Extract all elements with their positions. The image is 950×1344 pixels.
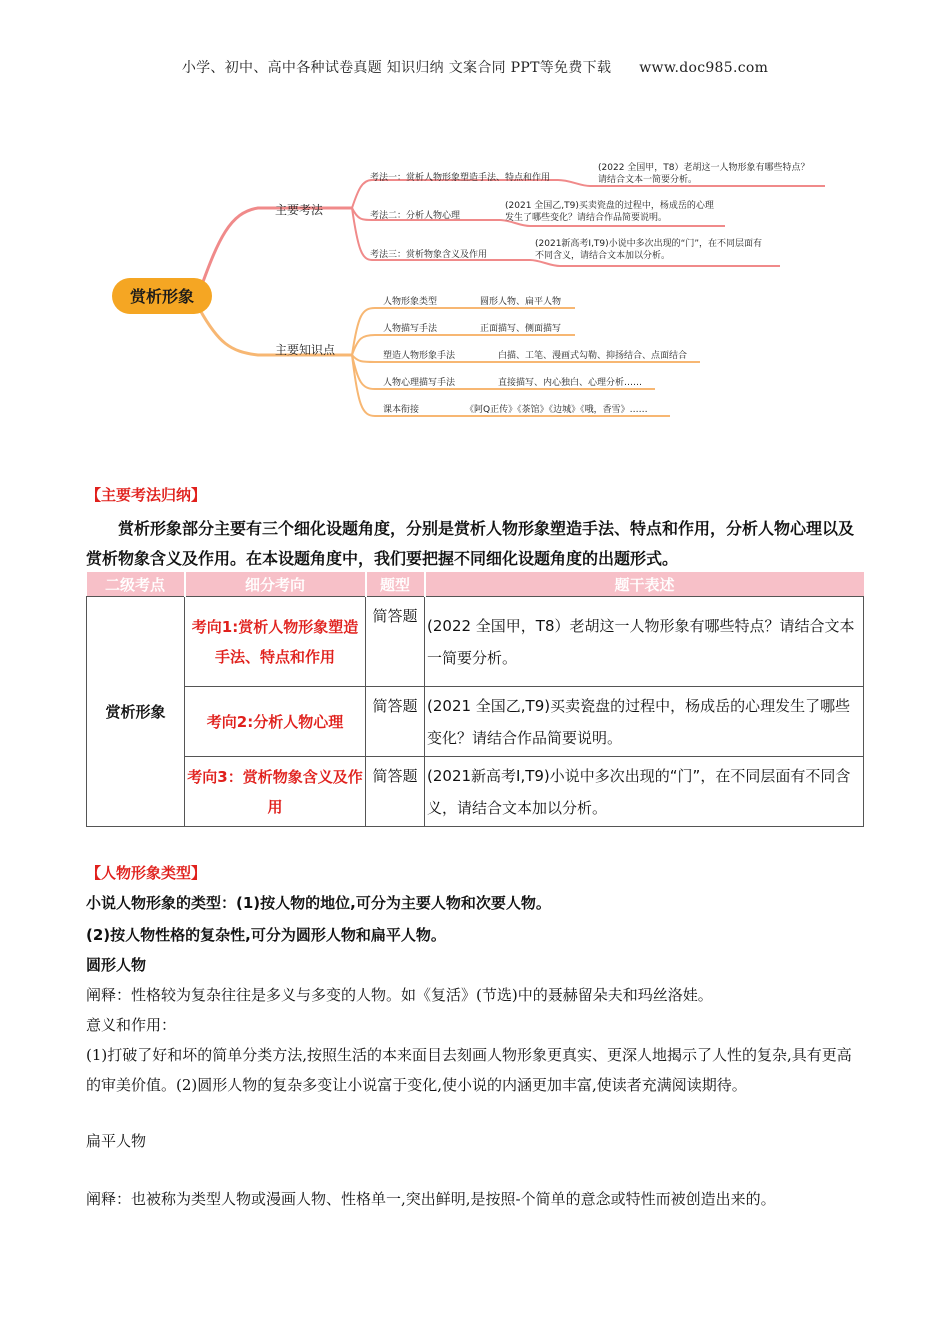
b1-note-1b: 请结合文本一简要分析。	[598, 175, 698, 185]
b2-item-2-name: 人物描写手法	[383, 324, 438, 334]
table-stem: (2022 全国甲，T8）老胡这一人物形象有哪些特点？请结合文本一简要分析。	[425, 597, 864, 687]
section-intro: 赏析形象部分主要有三个细化设题角度，分别是赏析人物形象塑造手法、特点和作用，分析人物心理以及赏析物象含义及作用。在本设题角度中，我们要把握不同细化设题角度的出题形式。	[86, 519, 855, 568]
round-character-title: 圆形人物	[86, 956, 147, 974]
branch2-label: 主要知识点	[275, 343, 336, 357]
table-type: 简答题	[366, 597, 425, 687]
table-row	[87, 687, 864, 757]
types-line-1: 小说人物形象的类型：(1)按人物的地位,可分为主要人物和次要人物。	[86, 894, 551, 912]
b2-item-2-value: 正面描写、侧面描写	[480, 324, 562, 334]
b2-item-4-name: 人物心理描写手法	[383, 378, 456, 388]
b1-note-3b: 不同含义，请结合文本加以分析。	[535, 251, 671, 261]
connector-root-branch1	[200, 208, 352, 290]
b2-item-3-name: 塑造人物形象手法	[383, 351, 456, 361]
table-row	[87, 757, 864, 827]
b1-note-3a: (2021新高考Ⅰ,T9)小说中多次出现的“门”，在不同层面有	[535, 239, 762, 249]
table-category: 赏析形象	[87, 597, 185, 827]
page-header	[0, 57, 950, 77]
b1-note-2b: 发生了哪些变化？请结合作品简要说明。	[505, 213, 668, 223]
header-url: www.doc985.com	[639, 60, 769, 76]
flat-character-title: 扁平人物	[86, 1132, 147, 1150]
round-character-definition: 阐释：性格较为复杂往往是多义与多变的人物。如《复活》(节选)中的聂赫留朵夫和玛丝洛娃。	[86, 986, 713, 1004]
meaning-text: (1)打破了好和坏的简单分类方法,按照生活的本来面目去刻画人物形象更真实、更深人地揭示了人性的复杂,具有更高的审美价值。(2)圆形人物的复杂多变让小说富于变化,使小说的内涵更加丰富,使读者充满阅读期待。	[86, 1046, 852, 1094]
types-line-2: (2)按人物性格的复杂性,可分为圆形人物和扁平人物。	[86, 926, 446, 944]
b2-item-5-name: 课本衔接	[383, 405, 420, 415]
table-stem: (2021 全国乙,T9)买卖瓷盘的过程中，杨成岳的心理发生了哪些变化？请结合作品简要说明。	[425, 687, 864, 757]
b1-note-2a: (2021 全国乙,T9)买卖瓷盘的过程中，杨成岳的心理	[505, 201, 714, 211]
table-type: 简答题	[366, 687, 425, 757]
table-direction: 考向1:赏析人物形象塑造手法、特点和作用	[185, 597, 366, 687]
table-row	[87, 597, 864, 687]
b1-item-2: 考法二：分析人物心理	[370, 211, 461, 221]
mind-map	[100, 140, 860, 440]
table-stem: (2021新高考Ⅰ,T9)小说中多次出现的“门”，在不同层面有不同含义，请结合文本加以分析。	[425, 757, 864, 827]
section-title-exam-methods: 【主要考法归纳】	[86, 486, 207, 504]
table-header: 题干表述	[425, 572, 864, 597]
flat-character-definition: 阐释：也被称为类型人物或漫画人物、性格单一,突出鲜明,是按照-个简单的意念或特性而被创造出来的。	[86, 1190, 776, 1208]
b2-item-1-value: 圆形人物、扁平人物	[480, 297, 562, 307]
table-type: 简答题	[366, 757, 425, 827]
table-direction: 考向3：赏析物象含义及作用	[185, 757, 366, 827]
meaning-title: 意义和作用：	[86, 1016, 177, 1034]
table-direction: 考向2:分析人物心理	[185, 687, 366, 757]
b2-item-4-value: 直接描写、内心独白、心理分析……	[498, 378, 643, 388]
b1-item-3: 考法三：赏析物象含义及作用	[370, 250, 488, 260]
b1-note-1a: (2022 全国甲，T8）老胡这一人物形象有哪些特点？	[598, 163, 810, 173]
b1-item-1: 考法一：赏析人物形象塑造手法、特点和作用	[370, 173, 551, 183]
b2-item-5-value: 《阿Q正传》《茶馆》《边城》《哦，香雪》……	[465, 405, 648, 415]
table-header: 细分考向	[185, 572, 366, 597]
table-header: 题型	[366, 572, 425, 597]
branch1-label: 主要考法	[275, 203, 324, 217]
table-header: 二级考点	[87, 572, 185, 597]
exam-table	[86, 572, 864, 827]
mind-map-root: 赏析形象	[129, 287, 195, 306]
b2-item-1-name: 人物形象类型	[383, 297, 438, 307]
header-text: 小学、初中、高中各种试卷真题 知识归纳 文案合同 PPT等免费下载	[181, 60, 612, 76]
section-title-character-types: 【人物形象类型】	[86, 864, 207, 882]
table-header-row	[87, 572, 864, 597]
b2-item-3-value: 白描、工笔、漫画式勾勒、抑扬结合、点面结合	[498, 351, 688, 361]
